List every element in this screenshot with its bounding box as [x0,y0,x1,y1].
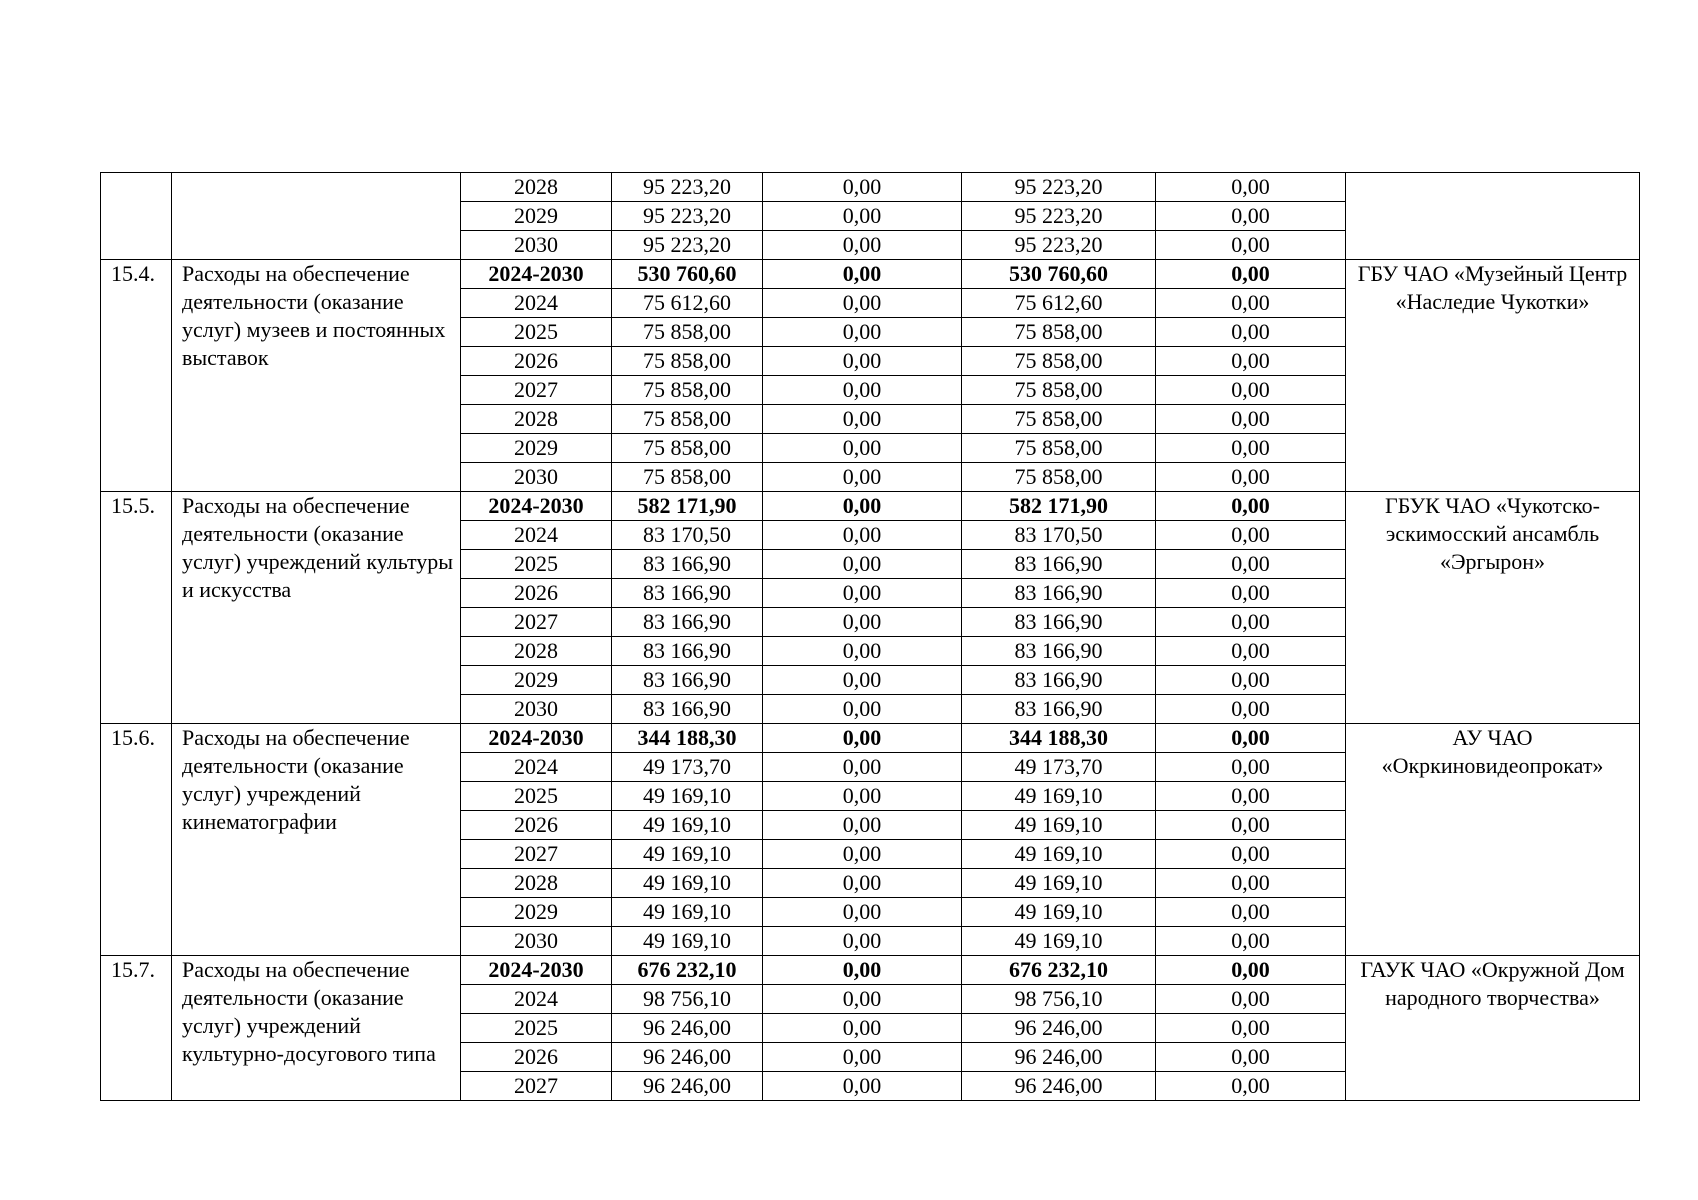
federal-budget-cell: 0,00 [763,1072,962,1101]
total-cell: 75 858,00 [612,463,763,492]
year-cell: 2024-2030 [461,260,612,289]
total-cell: 83 166,90 [612,579,763,608]
other-sources-cell: 0,00 [1156,260,1346,289]
other-sources-cell: 0,00 [1156,927,1346,956]
district-budget-cell: 83 166,90 [962,666,1156,695]
federal-budget-cell: 0,00 [763,1014,962,1043]
total-cell: 83 166,90 [612,695,763,724]
total-cell: 49 173,70 [612,753,763,782]
year-cell: 2025 [461,1014,612,1043]
year-cell: 2028 [461,637,612,666]
table-row [101,724,1640,753]
federal-budget-cell: 0,00 [763,811,962,840]
district-budget-cell: 49 169,10 [962,840,1156,869]
other-sources-cell: 0,00 [1156,434,1346,463]
total-cell: 95 223,20 [612,202,763,231]
item-name: Расходы на обеспечение деятельности (оказание услуг) учреждений культурно-досугового типа [172,956,461,1101]
year-cell: 2026 [461,1043,612,1072]
federal-budget-cell: 0,00 [763,202,962,231]
year-cell: 2028 [461,173,612,202]
other-sources-cell: 0,00 [1156,840,1346,869]
district-budget-cell: 75 858,00 [962,434,1156,463]
executor-cell: ГБУ ЧАО «Музейный Центр «Наследие Чукотки» [1346,260,1640,492]
table-row [101,492,1640,521]
year-cell: 2030 [461,463,612,492]
total-cell: 344 188,30 [612,724,763,753]
other-sources-cell: 0,00 [1156,202,1346,231]
other-sources-cell: 0,00 [1156,637,1346,666]
executor-cell: АУ ЧАО «Окркиновидеопрокат» [1346,724,1640,956]
federal-budget-cell: 0,00 [763,521,962,550]
district-budget-cell: 83 166,90 [962,637,1156,666]
district-budget-cell: 676 232,10 [962,956,1156,985]
year-cell: 2030 [461,695,612,724]
total-cell: 83 166,90 [612,608,763,637]
district-budget-cell: 75 858,00 [962,318,1156,347]
federal-budget-cell: 0,00 [763,434,962,463]
total-cell: 49 169,10 [612,898,763,927]
item-name: Расходы на обеспечение деятельности (оказание услуг) учреждений кинематографии [172,724,461,956]
year-cell: 2024 [461,985,612,1014]
district-budget-cell: 83 166,90 [962,579,1156,608]
other-sources-cell: 0,00 [1156,898,1346,927]
year-cell: 2027 [461,840,612,869]
total-cell: 49 169,10 [612,782,763,811]
district-budget-cell: 95 223,20 [962,231,1156,260]
federal-budget-cell: 0,00 [763,782,962,811]
year-cell: 2026 [461,811,612,840]
federal-budget-cell: 0,00 [763,347,962,376]
total-cell: 49 169,10 [612,927,763,956]
total-cell: 582 171,90 [612,492,763,521]
total-cell: 75 858,00 [612,405,763,434]
year-cell: 2024-2030 [461,956,612,985]
other-sources-cell: 0,00 [1156,579,1346,608]
year-cell: 2030 [461,927,612,956]
district-budget-cell: 95 223,20 [962,202,1156,231]
budget-table [100,172,1640,1101]
federal-budget-cell: 0,00 [763,985,962,1014]
item-name [172,173,461,260]
year-cell: 2029 [461,898,612,927]
district-budget-cell: 49 169,10 [962,811,1156,840]
total-cell: 530 760,60 [612,260,763,289]
district-budget-cell: 96 246,00 [962,1072,1156,1101]
other-sources-cell: 0,00 [1156,463,1346,492]
item-number: 15.5. [101,492,172,724]
year-cell: 2027 [461,608,612,637]
year-cell: 2024 [461,753,612,782]
year-cell: 2027 [461,376,612,405]
district-budget-cell: 75 858,00 [962,405,1156,434]
total-cell: 83 166,90 [612,637,763,666]
other-sources-cell: 0,00 [1156,289,1346,318]
year-cell: 2026 [461,347,612,376]
total-cell: 676 232,10 [612,956,763,985]
total-cell: 75 858,00 [612,318,763,347]
district-budget-cell: 75 858,00 [962,347,1156,376]
district-budget-cell: 49 169,10 [962,898,1156,927]
executor-cell [1346,173,1640,260]
total-cell: 96 246,00 [612,1072,763,1101]
year-cell: 2029 [461,202,612,231]
federal-budget-cell: 0,00 [763,231,962,260]
total-cell: 75 858,00 [612,376,763,405]
district-budget-cell: 75 858,00 [962,376,1156,405]
item-number: 15.7. [101,956,172,1101]
total-cell: 75 858,00 [612,347,763,376]
year-cell: 2025 [461,318,612,347]
district-budget-cell: 96 246,00 [962,1014,1156,1043]
federal-budget-cell: 0,00 [763,405,962,434]
federal-budget-cell: 0,00 [763,1043,962,1072]
other-sources-cell: 0,00 [1156,608,1346,637]
federal-budget-cell: 0,00 [763,608,962,637]
table-row [101,173,1640,202]
other-sources-cell: 0,00 [1156,869,1346,898]
total-cell: 49 169,10 [612,840,763,869]
year-cell: 2028 [461,405,612,434]
other-sources-cell: 0,00 [1156,1072,1346,1101]
other-sources-cell: 0,00 [1156,347,1346,376]
total-cell: 49 169,10 [612,869,763,898]
district-budget-cell: 98 756,10 [962,985,1156,1014]
federal-budget-cell: 0,00 [763,550,962,579]
district-budget-cell: 83 166,90 [962,695,1156,724]
total-cell: 98 756,10 [612,985,763,1014]
district-budget-cell: 83 166,90 [962,608,1156,637]
other-sources-cell: 0,00 [1156,1043,1346,1072]
executor-cell: ГАУК ЧАО «Окружной Дом народного творчества» [1346,956,1640,1101]
other-sources-cell: 0,00 [1156,666,1346,695]
district-budget-cell: 49 173,70 [962,753,1156,782]
district-budget-cell: 75 612,60 [962,289,1156,318]
district-budget-cell: 96 246,00 [962,1043,1156,1072]
other-sources-cell: 0,00 [1156,782,1346,811]
other-sources-cell: 0,00 [1156,695,1346,724]
other-sources-cell: 0,00 [1156,724,1346,753]
total-cell: 95 223,20 [612,173,763,202]
district-budget-cell: 83 166,90 [962,550,1156,579]
year-cell: 2029 [461,434,612,463]
total-cell: 83 166,90 [612,550,763,579]
federal-budget-cell: 0,00 [763,666,962,695]
item-number: 15.6. [101,724,172,956]
district-budget-cell: 344 188,30 [962,724,1156,753]
federal-budget-cell: 0,00 [763,637,962,666]
year-cell: 2029 [461,666,612,695]
other-sources-cell: 0,00 [1156,1014,1346,1043]
year-cell: 2024-2030 [461,724,612,753]
item-name: Расходы на обеспечение деятельности (оказание услуг) музеев и постоянных выставок [172,260,461,492]
total-cell: 95 223,20 [612,231,763,260]
federal-budget-cell: 0,00 [763,260,962,289]
federal-budget-cell: 0,00 [763,753,962,782]
federal-budget-cell: 0,00 [763,724,962,753]
item-name: Расходы на обеспечение деятельности (оказание услуг) учреждений культуры и искусства [172,492,461,724]
table-row [101,956,1640,985]
other-sources-cell: 0,00 [1156,985,1346,1014]
federal-budget-cell: 0,00 [763,492,962,521]
table-row [101,260,1640,289]
year-cell: 2027 [461,1072,612,1101]
federal-budget-cell: 0,00 [763,898,962,927]
district-budget-cell: 49 169,10 [962,927,1156,956]
year-cell: 2024-2030 [461,492,612,521]
other-sources-cell: 0,00 [1156,492,1346,521]
district-budget-cell: 83 170,50 [962,521,1156,550]
federal-budget-cell: 0,00 [763,579,962,608]
other-sources-cell: 0,00 [1156,753,1346,782]
district-budget-cell: 530 760,60 [962,260,1156,289]
federal-budget-cell: 0,00 [763,927,962,956]
total-cell: 83 170,50 [612,521,763,550]
other-sources-cell: 0,00 [1156,376,1346,405]
year-cell: 2025 [461,782,612,811]
executor-cell: ГБУК ЧАО «Чукотско-эскимосский ансамбль «Эргырон» [1346,492,1640,724]
federal-budget-cell: 0,00 [763,695,962,724]
other-sources-cell: 0,00 [1156,550,1346,579]
other-sources-cell: 0,00 [1156,231,1346,260]
other-sources-cell: 0,00 [1156,318,1346,347]
other-sources-cell: 0,00 [1156,811,1346,840]
federal-budget-cell: 0,00 [763,463,962,492]
district-budget-cell: 49 169,10 [962,869,1156,898]
total-cell: 83 166,90 [612,666,763,695]
federal-budget-cell: 0,00 [763,840,962,869]
other-sources-cell: 0,00 [1156,521,1346,550]
district-budget-cell: 49 169,10 [962,782,1156,811]
other-sources-cell: 0,00 [1156,405,1346,434]
total-cell: 96 246,00 [612,1043,763,1072]
federal-budget-cell: 0,00 [763,173,962,202]
year-cell: 2025 [461,550,612,579]
year-cell: 2028 [461,869,612,898]
federal-budget-cell: 0,00 [763,318,962,347]
total-cell: 75 612,60 [612,289,763,318]
federal-budget-cell: 0,00 [763,376,962,405]
federal-budget-cell: 0,00 [763,289,962,318]
federal-budget-cell: 0,00 [763,956,962,985]
total-cell: 49 169,10 [612,811,763,840]
total-cell: 75 858,00 [612,434,763,463]
year-cell: 2026 [461,579,612,608]
district-budget-cell: 582 171,90 [962,492,1156,521]
item-number [101,173,172,260]
year-cell: 2024 [461,521,612,550]
year-cell: 2024 [461,289,612,318]
district-budget-cell: 95 223,20 [962,173,1156,202]
district-budget-cell: 75 858,00 [962,463,1156,492]
other-sources-cell: 0,00 [1156,956,1346,985]
item-number: 15.4. [101,260,172,492]
total-cell: 96 246,00 [612,1014,763,1043]
federal-budget-cell: 0,00 [763,869,962,898]
year-cell: 2030 [461,231,612,260]
other-sources-cell: 0,00 [1156,173,1346,202]
